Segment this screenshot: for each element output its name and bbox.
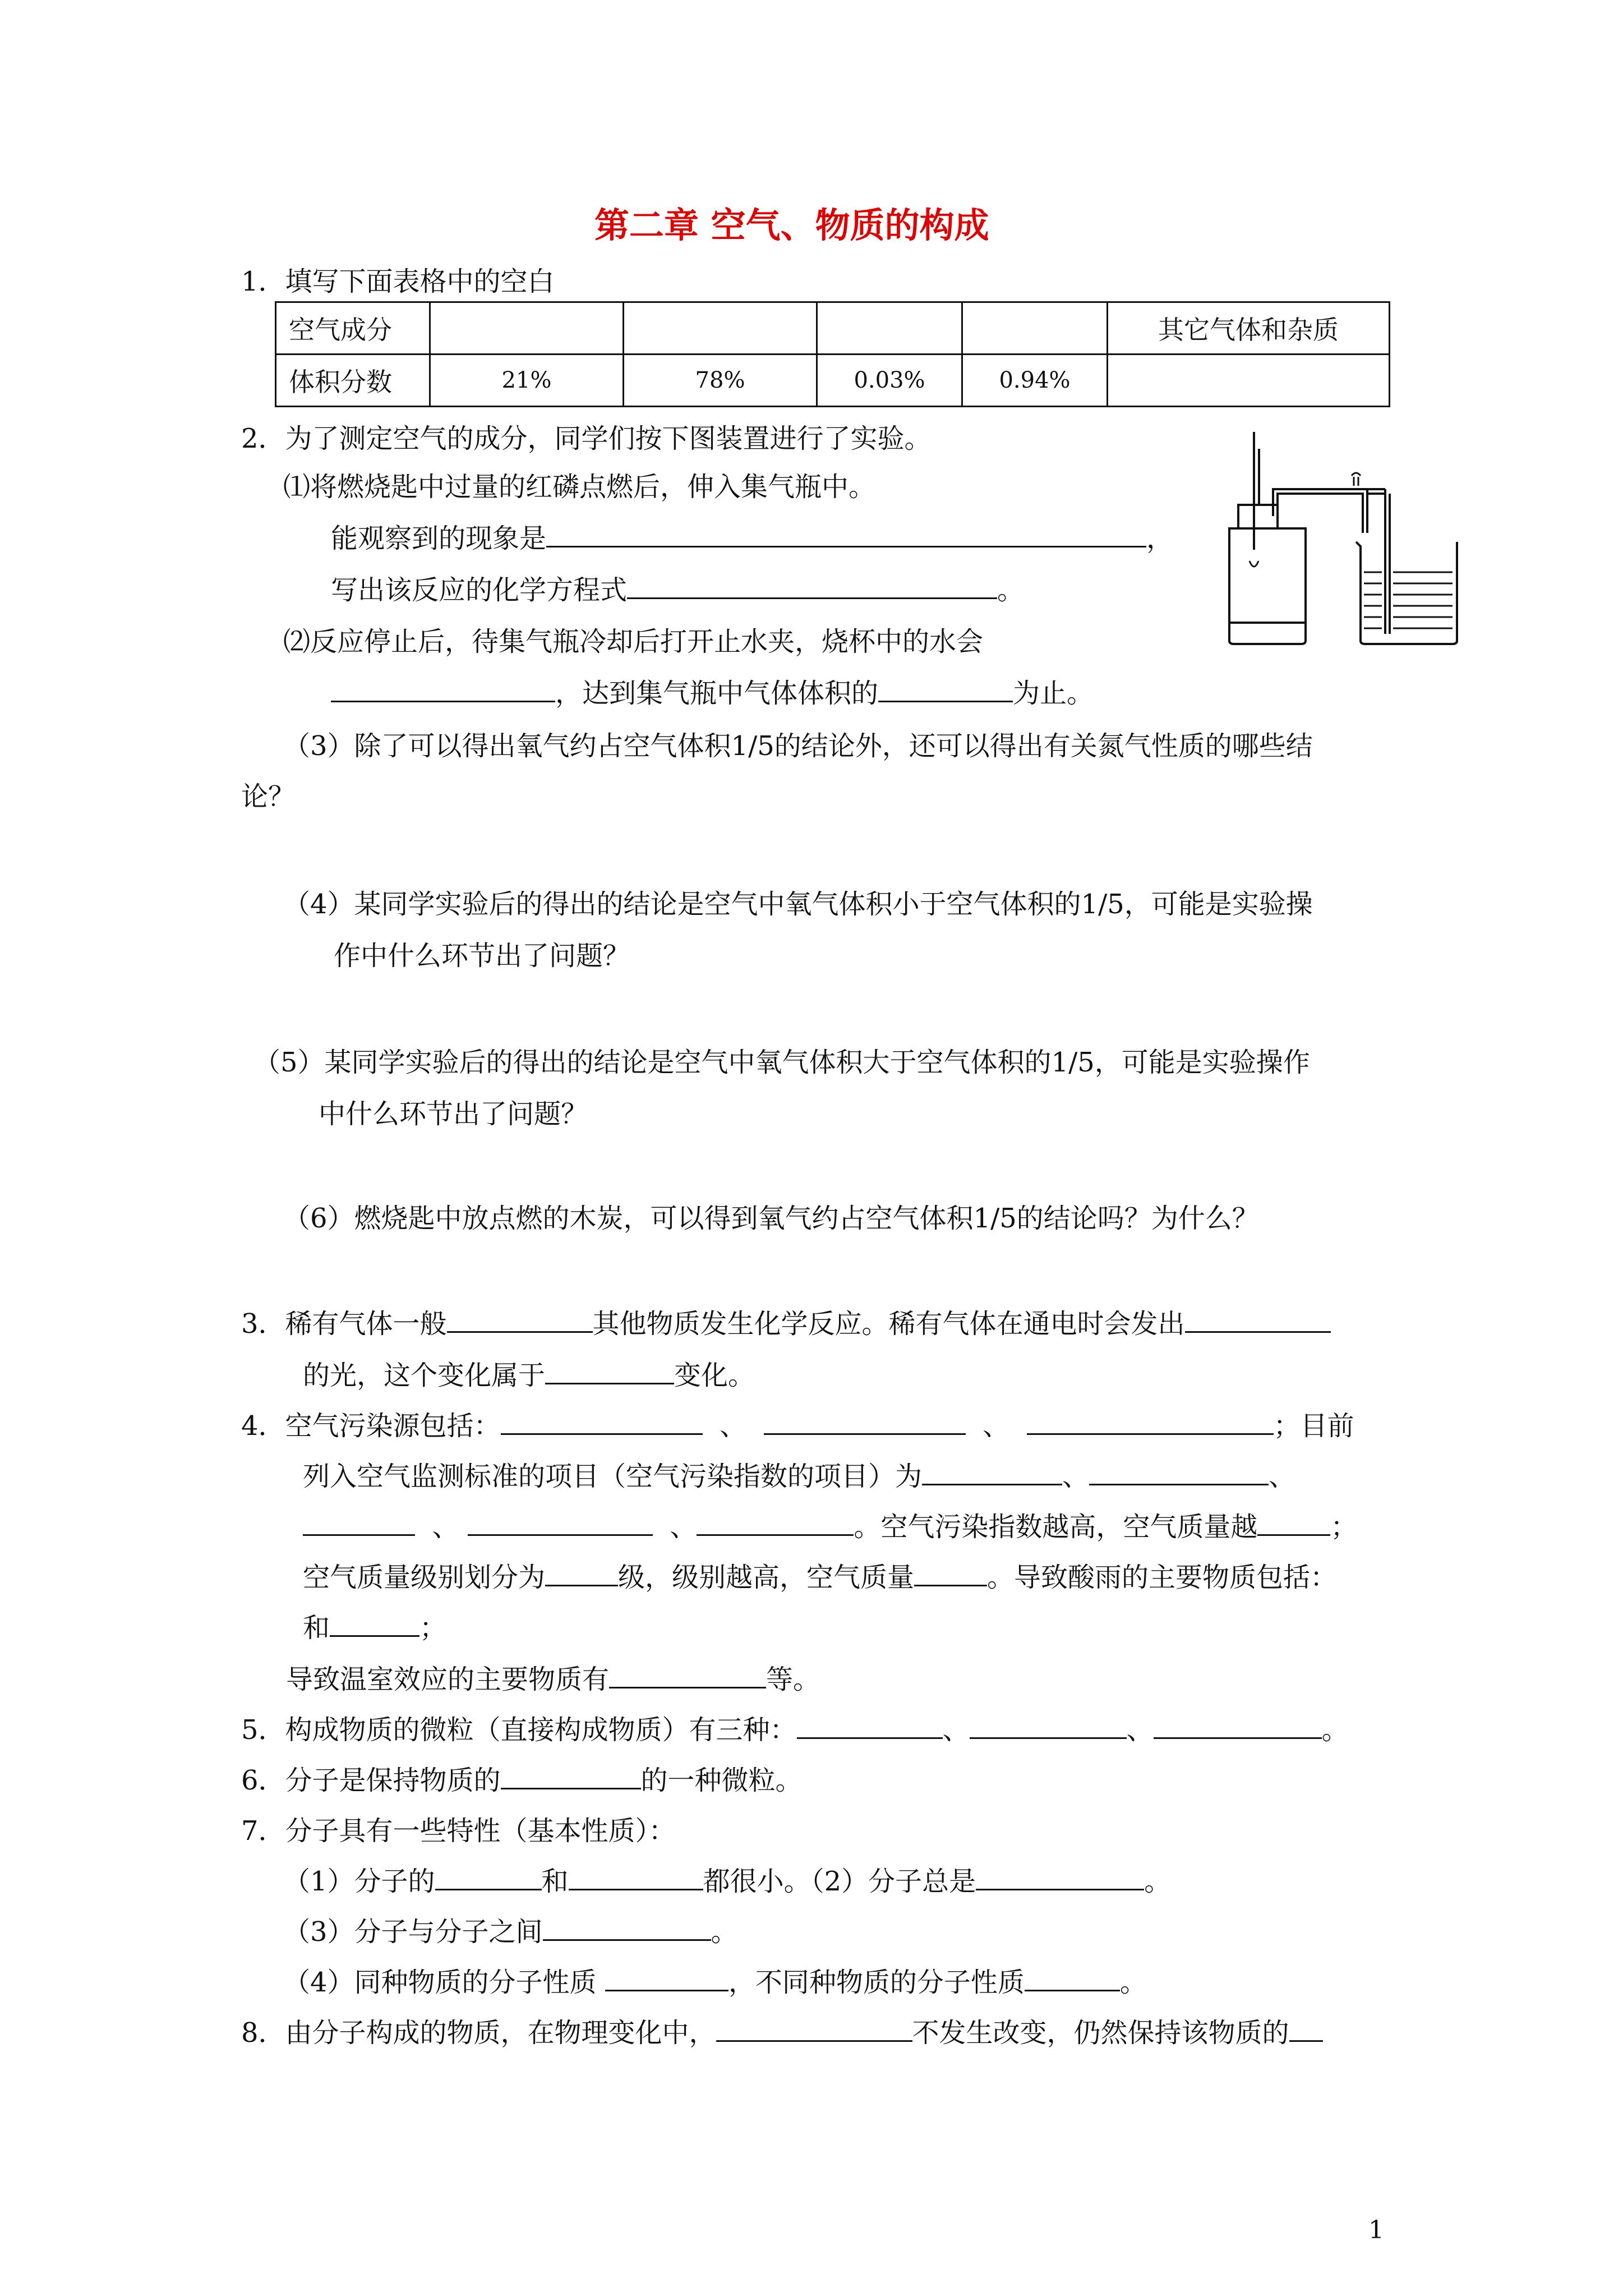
- answer-blank[interactable]: [1154, 1713, 1322, 1739]
- answer-blank[interactable]: [569, 1864, 703, 1890]
- q6-line: [241, 1763, 803, 1798]
- apparatus-diagram: [1217, 432, 1464, 645]
- q2-part3: （3）除了可以得出氧气约占空气体积1/5的结论外，还可以得出有关氮气性质的哪些结: [283, 730, 1313, 762]
- q8-text-a: 8．由分子构成的物质，在物理变化中，: [241, 2017, 716, 2049]
- q7-text: ，不同种物质的分子性质: [728, 1967, 1025, 1998]
- table-cell-value: 21%: [430, 355, 624, 407]
- answer-blank[interactable]: [501, 1409, 703, 1435]
- q4-text-f-end: 等。: [766, 1664, 820, 1695]
- q4-text-d1: 空气质量级别划分为: [303, 1562, 546, 1593]
- punctuation: 。: [1321, 1714, 1349, 1746]
- answer-blank[interactable]: [331, 676, 555, 702]
- q4-line4: [303, 1559, 1337, 1595]
- q2-part1b: [331, 572, 1024, 608]
- q3-text-b: 其他物质发生化学反应。稀有气体在通电时会发出: [592, 1308, 1185, 1340]
- separator: 、: [1062, 1461, 1090, 1492]
- answer-blank[interactable]: [1089, 1459, 1269, 1485]
- q7-part3: [283, 1914, 738, 1950]
- punctuation: ，: [1146, 523, 1174, 554]
- q4-line5: [303, 1610, 446, 1646]
- q6-text-b: 的一种微粒。: [640, 1765, 803, 1796]
- table-cell-value: 78%: [624, 355, 817, 407]
- water-lines: [1364, 572, 1453, 628]
- q4-text-d3: 。导致酸雨的主要物质包括：: [987, 1562, 1338, 1593]
- q2-part5: （5）某同学实验后的得出的结论是空气中氧气体积大于空气体积的1/5，可能是实验操作: [253, 1047, 1310, 1078]
- separator: 、: [942, 1714, 970, 1746]
- q4-text-b: 列入空气监测标准的项目（空气污染指数的项目）为: [303, 1461, 923, 1492]
- q2-part2: ⑵反应停止后，待集气瓶冷却后打开止水夹，烧杯中的水会: [283, 626, 984, 657]
- q3-line1: [241, 1306, 1331, 1342]
- table-cell-value: 0.94%: [962, 355, 1108, 407]
- q7-part1: [283, 1864, 1171, 1899]
- q5-text: 5．构成物质的微粒（直接构成物质）有三种：: [241, 1714, 797, 1746]
- table-cell-value: 0.03%: [817, 355, 962, 407]
- answer-blank[interactable]: [970, 1713, 1127, 1739]
- q7-part4: [283, 1964, 1147, 2000]
- q7-text: （4）同种物质的分子性质: [283, 1967, 597, 1998]
- q7-text: （3）分子与分子之间: [283, 1916, 543, 1948]
- q3-text-a: 3．稀有气体一般: [241, 1308, 447, 1340]
- answer-blank[interactable]: [501, 1763, 641, 1789]
- table-cell-empty: [1108, 355, 1390, 407]
- answer-blank[interactable]: [546, 521, 1146, 547]
- table-cell: 空气成分: [276, 302, 430, 355]
- q3-text-d: 变化。: [674, 1360, 755, 1391]
- q8-text-b: 不发生改变，仍然保持该物质的: [912, 2017, 1289, 2049]
- answer-blank[interactable]: [697, 1510, 854, 1536]
- punctuation: 。: [1144, 1866, 1172, 1897]
- separator: 、: [1126, 1714, 1154, 1746]
- q2-part4: （4）某同学实验后的得出的结论是空气中氧气体积小于空气体积的1/5，可能是实验操: [283, 889, 1313, 920]
- q2-part3b: 论？: [241, 781, 296, 812]
- answer-blank[interactable]: [797, 1713, 943, 1739]
- q5-line: [241, 1712, 1349, 1748]
- connecting-tube: [1278, 494, 1363, 533]
- answer-blank[interactable]: [303, 1510, 415, 1536]
- q8-line: [241, 2015, 1323, 2051]
- separator: 、: [720, 1410, 747, 1442]
- separator: 、: [670, 1511, 697, 1543]
- q3-text-c: 的光，这个变化属于: [303, 1360, 546, 1391]
- q4-text-a-end: ；目前: [1273, 1410, 1354, 1442]
- answer-blank[interactable]: [716, 2016, 912, 2042]
- q4-line3: [303, 1509, 1357, 1545]
- q1-prompt: 1．填写下面表格中的空白: [241, 266, 555, 297]
- table-cell-empty: [430, 302, 624, 355]
- flask-stopper: [1238, 505, 1278, 528]
- answer-blank[interactable]: [447, 1306, 593, 1333]
- answer-blank[interactable]: [764, 1409, 966, 1435]
- answer-blank[interactable]: [605, 1965, 728, 1991]
- separator: 、: [1269, 1461, 1296, 1492]
- q4-text-e: 和: [303, 1612, 330, 1644]
- q4-text-d2: 级，级别越高，空气质量: [618, 1562, 915, 1593]
- punctuation: ；: [419, 1612, 447, 1644]
- clamp-icon: [1352, 473, 1361, 486]
- gas-collection-bottle: [1229, 528, 1306, 644]
- q4-text-c-end: 。空气污染指数越高，空气质量越: [854, 1511, 1258, 1543]
- answer-blank[interactable]: [1257, 1510, 1330, 1536]
- table-cell: 其它气体和杂质: [1108, 302, 1390, 355]
- q2-part1a: [331, 521, 1173, 556]
- answer-blank[interactable]: [922, 1459, 1062, 1485]
- table-row: [276, 302, 1390, 355]
- answer-blank[interactable]: [330, 1611, 419, 1637]
- answer-blank[interactable]: [1185, 1306, 1331, 1333]
- answer-blank[interactable]: [878, 676, 1013, 702]
- q6-text-a: 6．分子是保持物质的: [241, 1765, 501, 1796]
- q7-text: 都很小。（2）分子总是: [703, 1866, 976, 1897]
- q2-part2b-text: ，达到集气瓶中气体体积的: [555, 678, 879, 709]
- q7-prompt: 7．分子具有一些特性（基本性质）：: [241, 1815, 676, 1847]
- table-cell: 体积分数: [276, 355, 430, 407]
- q2-part1b-text: 写出该反应的化学方程式: [331, 574, 628, 606]
- answer-blank[interactable]: [914, 1560, 987, 1586]
- answer-blank[interactable]: [545, 1358, 674, 1384]
- q4-line2: [303, 1458, 1295, 1494]
- page-title: 第二章 空气、物质的构成: [594, 205, 989, 246]
- q4-text-a: 4．空气污染源包括：: [241, 1410, 501, 1442]
- q7-text: （1）分子的: [283, 1866, 435, 1897]
- page-number: 1: [1368, 2216, 1384, 2244]
- answer-blank[interactable]: [543, 1915, 711, 1941]
- q2-part1a-text: 能观察到的现象是: [331, 523, 547, 554]
- separator: 、: [983, 1410, 1010, 1442]
- q2-part2b: [331, 675, 1094, 711]
- q2-prompt: 2．为了测定空气的成分，同学们按下图装置进行了实验。: [241, 423, 932, 454]
- answer-blank[interactable]: [545, 1560, 618, 1586]
- q2-part4b: 作中什么环节出了问题？: [334, 940, 630, 972]
- q4-line6: [286, 1662, 820, 1697]
- table-cell-empty: [624, 302, 817, 355]
- answer-blank[interactable]: [627, 573, 997, 599]
- answer-blank[interactable]: [1027, 1409, 1274, 1435]
- punctuation: 。: [997, 574, 1025, 606]
- q2-part2b-end: 为止。: [1013, 678, 1094, 709]
- separator: 、: [432, 1511, 459, 1543]
- answer-blank[interactable]: [468, 1510, 653, 1536]
- air-composition-table: [275, 301, 1390, 407]
- q4-line1: [241, 1408, 1354, 1444]
- answer-blank[interactable]: [1025, 1965, 1120, 1991]
- answer-blank[interactable]: [609, 1662, 766, 1688]
- punctuation: 。: [1119, 1967, 1147, 1998]
- q2-part5b: 中什么环节出了问题？: [319, 1098, 588, 1130]
- q2-part1: ⑴将燃烧匙中过量的红磷点燃后，伸入集气瓶中。: [283, 471, 876, 503]
- punctuation: ；: [1330, 1511, 1358, 1543]
- table-cell-empty: [962, 302, 1108, 355]
- punctuation: 。: [711, 1916, 738, 1948]
- answer-blank[interactable]: [976, 1864, 1144, 1890]
- answer-blank[interactable]: [1289, 2016, 1323, 2042]
- q2-part6: （6）燃烧匙中放点燃的木炭，可以得到氧气约占空气体积1/5的结论吗？为什么？: [283, 1203, 1259, 1234]
- q4-text-f: 导致温室效应的主要物质有: [286, 1664, 610, 1695]
- table-row: [276, 355, 1390, 407]
- q3-line2: [303, 1358, 755, 1393]
- table-cell-empty: [817, 302, 962, 355]
- q7-text: 和: [541, 1866, 569, 1897]
- answer-blank[interactable]: [435, 1864, 542, 1890]
